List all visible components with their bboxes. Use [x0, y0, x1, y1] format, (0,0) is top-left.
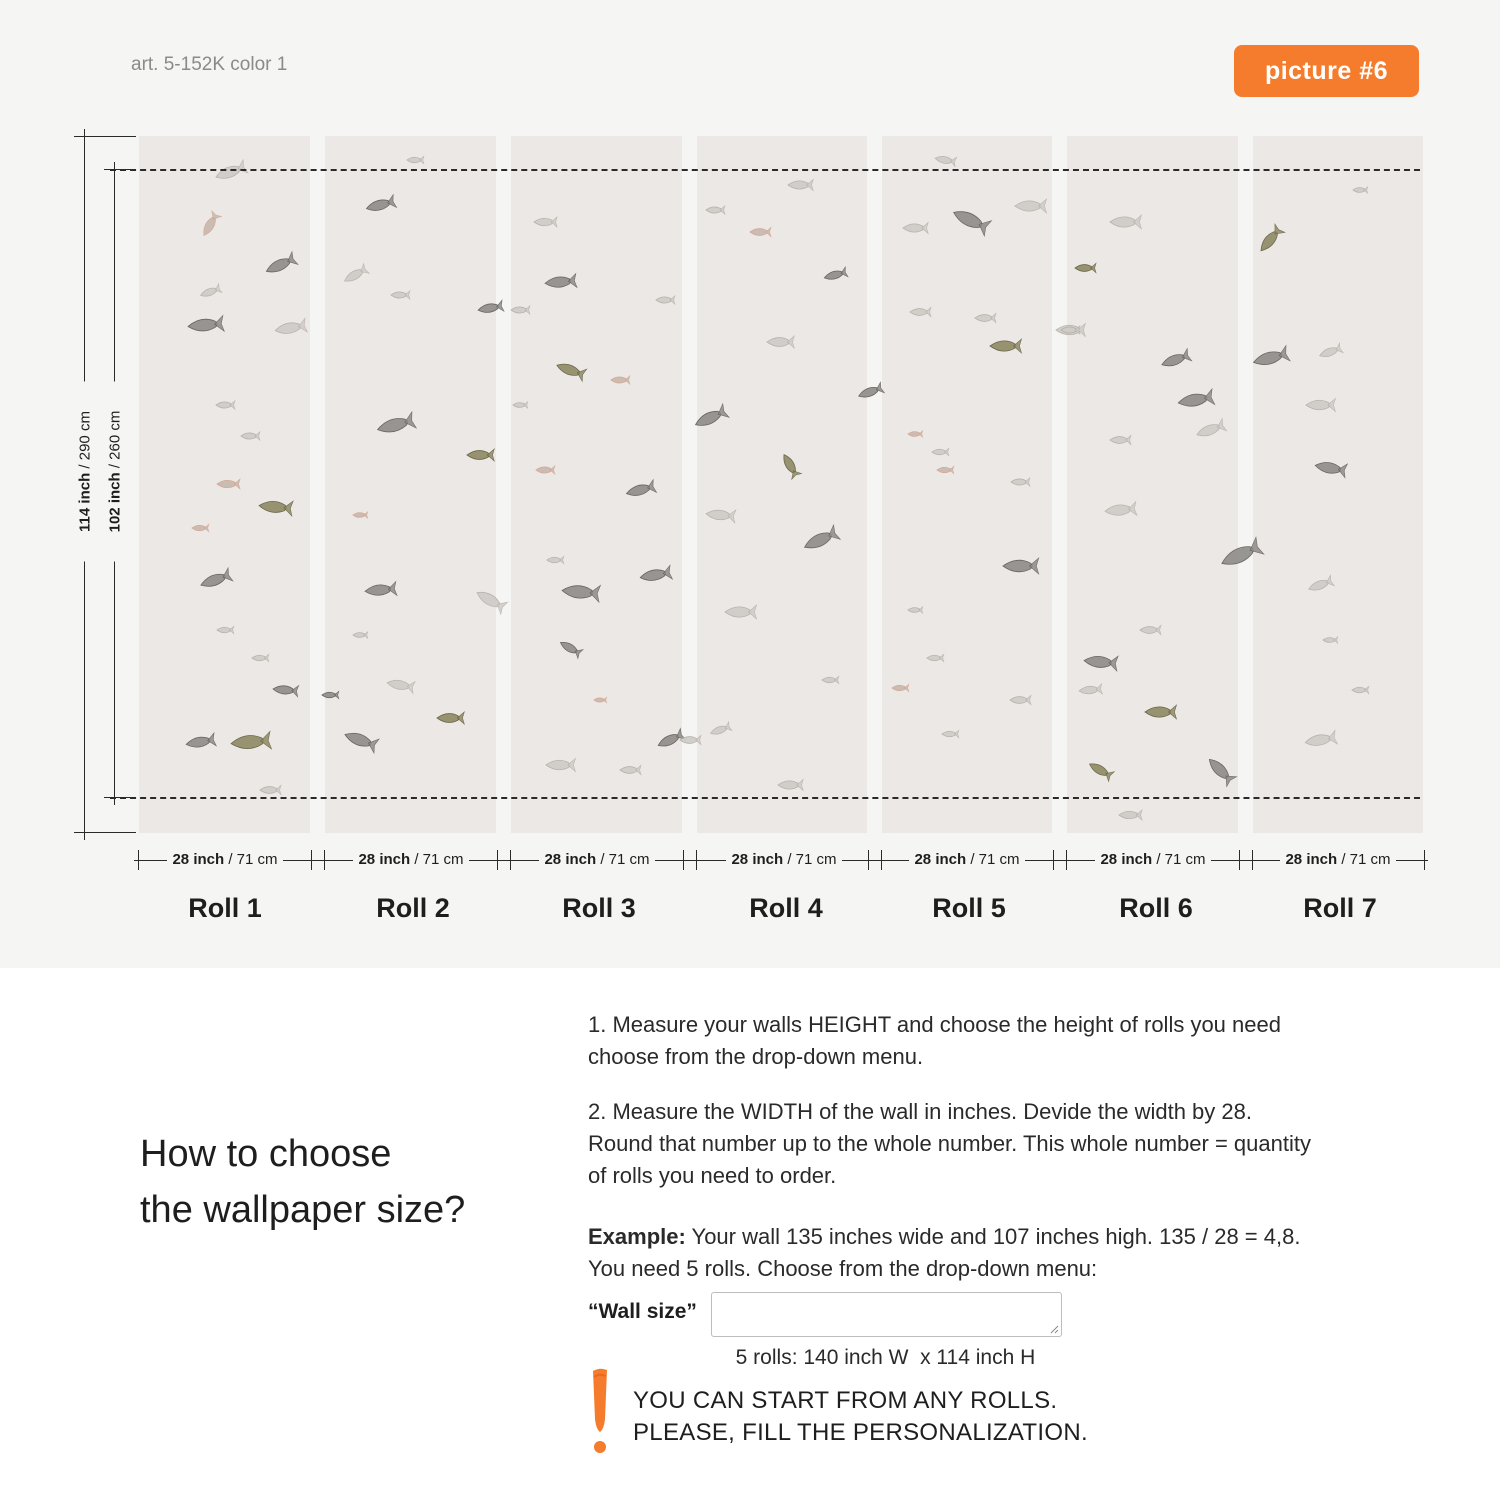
step-2-line: 2. Measure the WIDTH of the wall in inches. Devide the width by 28.: [588, 1099, 1252, 1124]
roll-label-2: Roll 2: [376, 893, 450, 923]
notice-line-1: YOU CAN START FROM ANY ROLLS.: [633, 1387, 1058, 1414]
roll-label-3: Roll 3: [562, 893, 636, 923]
roll-panel-3: [511, 136, 682, 833]
step-1-line: choose from the drop-down menu.: [588, 1044, 924, 1069]
example-text: Your wall 135 inches wide and 107 inches high. 135 / 28 = 4,8.: [685, 1224, 1301, 1249]
inner-height-top-tick: [104, 169, 132, 170]
picture-badge: picture #6: [1234, 45, 1419, 97]
step-2-line: of rolls you need to order.: [588, 1163, 837, 1188]
notice-line-2: PLEASE, FILL THE PERSONALIZATION.: [633, 1419, 1088, 1446]
roll-label-5: Roll 5: [932, 893, 1006, 923]
example: [588, 1221, 1448, 1285]
example-line: You need 5 rolls. Choose from the drop-down menu:: [588, 1256, 1098, 1281]
step-2-line: Round that number up to the whole number. This whole number = quantity: [588, 1131, 1311, 1156]
roll-panel-2: [325, 136, 496, 833]
roll-label-7: Roll 7: [1303, 893, 1377, 923]
article-number: art. 5-152K color 1: [131, 54, 288, 75]
crop-line-top: [110, 169, 1420, 171]
guide-title-line-2: the wallpaper size?: [140, 1189, 466, 1231]
inner-height-label: 102 inch / 260 cm: [107, 382, 124, 562]
example-label: Example:: [588, 1224, 686, 1249]
roll-width-label-1: 28 inch / 71 cm: [132, 850, 318, 870]
wall-size-field[interactable]: [711, 1292, 1062, 1369]
roll-width-label-5: 28 inch / 71 cm: [874, 850, 1060, 870]
roll-width-label-4: 28 inch / 71 cm: [691, 850, 877, 870]
roll-panel-1: [139, 136, 310, 833]
step-1-line: 1. Measure your walls HEIGHT and choose the height of rolls you need: [588, 1012, 1281, 1037]
step-1: [588, 1009, 1448, 1073]
resize-grip-icon[interactable]: [1049, 1324, 1059, 1334]
roll-label-1: Roll 1: [188, 893, 262, 923]
roll-width-label-3: 28 inch / 71 cm: [504, 850, 690, 870]
outer-height-bottom-tick: [74, 832, 136, 833]
roll-panel-6: [1067, 136, 1238, 833]
guide-title-line-1: How to choose: [140, 1133, 392, 1175]
roll-panel-4: [697, 136, 867, 833]
example-line: [588, 1221, 1448, 1253]
roll-panel-5: [882, 136, 1052, 833]
roll-label-6: Roll 6: [1119, 893, 1193, 923]
wall-size-value: 5 rolls: 140 inch W x 114 inch H: [735, 1346, 1036, 1369]
guide-title: [140, 1126, 465, 1238]
step-2: [588, 1096, 1448, 1192]
roll-width-label-7: 28 inch / 71 cm: [1245, 850, 1431, 870]
roll-label-4: Roll 4: [749, 893, 823, 923]
wall-size-label: “Wall size”: [588, 1300, 697, 1323]
outer-height-label: 114 inch / 290 cm: [77, 382, 94, 562]
roll-width-label-6: 28 inch / 71 cm: [1060, 850, 1246, 870]
roll-panel-7: [1253, 136, 1423, 833]
crop-line-bottom: [110, 797, 1420, 799]
outer-height-top-tick: [74, 136, 136, 137]
roll-width-label-2: 28 inch / 71 cm: [318, 850, 504, 870]
exclamation-icon: [588, 1367, 612, 1457]
inner-height-bottom-tick: [104, 797, 132, 798]
